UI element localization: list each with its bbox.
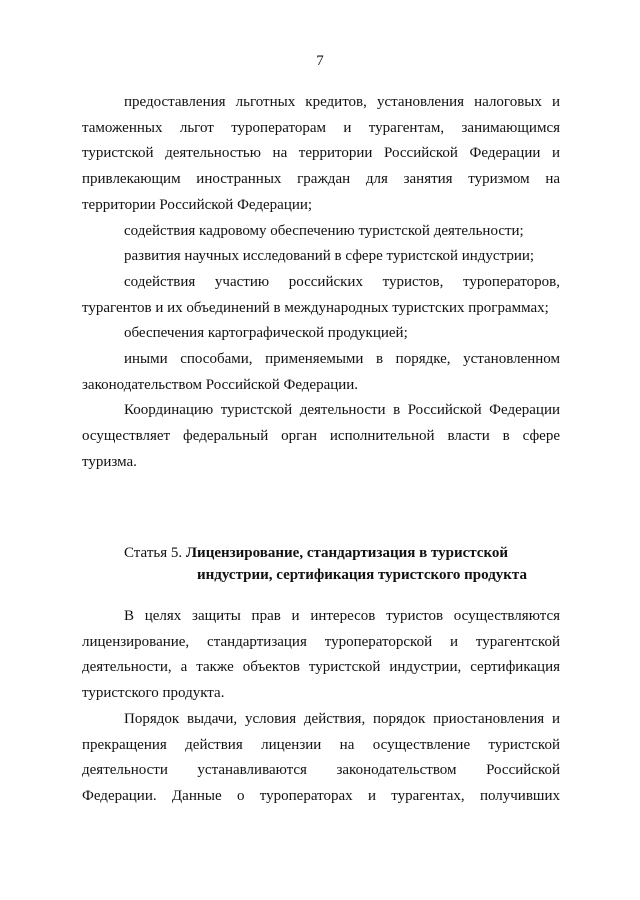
text-block-lower	[82, 604, 560, 810]
article-title-line1: Лицензирование, стандартизация в туристской	[185, 545, 509, 561]
paragraph: содействия кадровому обеспечению туристской деятельности;	[124, 222, 524, 239]
paragraph: иными способами, применяемыми в порядке, установленном законодательством Российской Федерации.	[82, 351, 560, 393]
article-heading	[124, 542, 564, 586]
text-block-upper	[82, 90, 560, 476]
paragraph: развития научных исследований в сфере туристской индустрии;	[124, 248, 535, 265]
paragraph: Порядок выдачи, условия действия, порядок приостановления и прекращения действия лицензии на осуществление туристской деятельности устанавливаются законодательством Российской Федерации. Данные о туроператорах и турагентах, получивших	[82, 710, 560, 804]
paragraph: предоставления льготных кредитов, установления налоговых и таможенных льгот туроператорам и турагентам, занимающимся туристской деятельностью на территории Российской Федерации и привлекающим иностранных граждан для занятия туризмом на территории Российской Федерации;	[82, 94, 560, 213]
page-number: 7	[316, 53, 324, 69]
article-title-line2: индустрии, сертификация туристского продукта	[197, 567, 527, 583]
paragraph: В целях защиты прав и интересов туристов осуществляются лицензирование, стандартизация туроператорской и турагентской деятельности, а также объектов туристской индустрии, сертификация туристского продукта.	[82, 608, 560, 702]
paragraph: обеспечения картографической продукцией;	[124, 325, 408, 342]
article-number: Статья 5.	[124, 545, 183, 561]
paragraph: содействия участию российских туристов, туроператоров, турагентов и их объединений в международных туристских программах;	[82, 273, 560, 316]
paragraph: Координацию туристской деятельности в Российской Федерации осуществляет федеральный орган исполнительной власти в сфере туризма.	[82, 402, 560, 470]
